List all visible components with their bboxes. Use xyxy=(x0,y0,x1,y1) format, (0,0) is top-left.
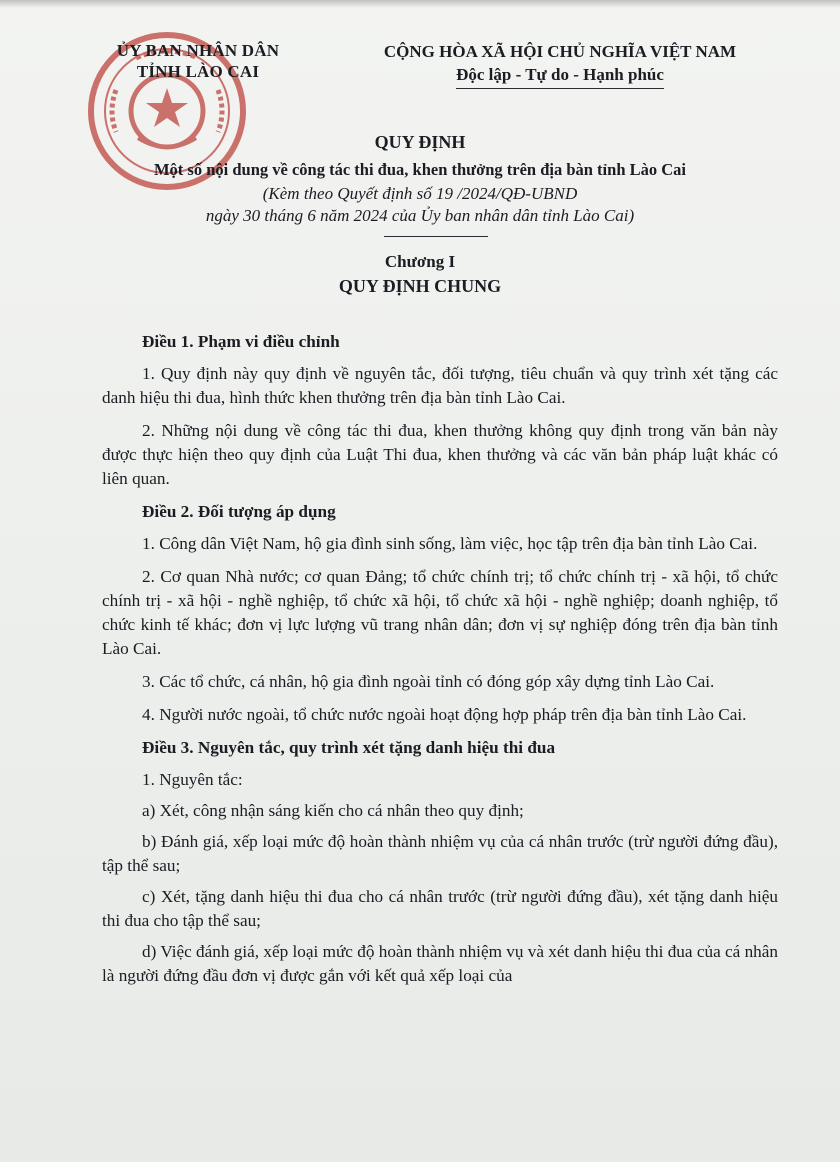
article-paragraph: 1. Công dân Việt Nam, hộ gia đình sinh sống, làm việc, học tập trên địa bàn tỉnh Lào Cai. xyxy=(142,534,758,553)
document-body xyxy=(102,330,778,995)
issuing-authority xyxy=(98,40,298,82)
article-paragraph: 3. Các tổ chức, cá nhân, hộ gia đình ngoài tỉnh có đóng góp xây dựng tỉnh Lào Cai. xyxy=(142,672,715,691)
article-2 xyxy=(102,500,778,727)
document-title: QUY ĐỊNH xyxy=(374,132,466,152)
article-paragraph: c) Xét, tặng danh hiệu thi đua cho cá nhân trước (trừ người đứng đầu), xét tặng danh hiệu thi đua cho tập thể sau; xyxy=(102,887,778,930)
article-paragraph: 1. Quy định này quy định về nguyên tắc, đối tượng, tiêu chuẩn và quy trình xét tặng các danh hiệu thi đua, hình thức khen thưởng trên địa bàn tỉnh Lào Cai. xyxy=(102,364,778,407)
decision-reference-1: (Kèm theo Quyết định số 19 /2024/QĐ-UBND xyxy=(262,184,578,203)
article-paragraph: d) Việc đánh giá, xếp loại mức độ hoàn thành nhiệm vụ và xét danh hiệu thi đua của cá nhân là người đứng đầu đơn vị được gắn với kết quả xếp loại của xyxy=(102,942,778,985)
title-divider xyxy=(384,236,488,237)
article-heading: Điều 2. Đối tượng áp dụng xyxy=(142,502,336,521)
decision-reference-2: ngày 30 tháng 6 năm 2024 của Ủy ban nhân dân tỉnh Lào Cai) xyxy=(205,206,635,225)
article-paragraph: b) Đánh giá, xếp loại mức độ hoàn thành nhiệm vụ của cá nhân trước (trừ người đứng đầu), tập thể sau; xyxy=(102,832,778,875)
article-paragraph: 1. Nguyên tắc: xyxy=(142,770,243,789)
page-edge-shadow xyxy=(0,0,840,8)
article-3 xyxy=(102,736,778,988)
article-1 xyxy=(102,330,778,491)
authority-line-2: TỈNH LÀO CAI xyxy=(136,62,260,81)
article-paragraph: 2. Những nội dung về công tác thi đua, khen thưởng không quy định trong văn bản này được thực hiện theo quy định của Luật Thi đua, khen thưởng và các văn bản pháp luật khác có liên quan. xyxy=(102,421,778,488)
article-paragraph: 4. Người nước ngoài, tổ chức nước ngoài hoạt động hợp pháp trên địa bàn tỉnh Lào Cai. xyxy=(142,705,747,724)
motto-line: Độc lập - Tự do - Hạnh phúc xyxy=(456,63,664,89)
authority-line-1: ỦY BAN NHÂN DÂN xyxy=(116,41,280,60)
national-motto xyxy=(340,40,780,89)
article-heading: Điều 1. Phạm vi điều chỉnh xyxy=(142,332,340,351)
article-paragraph: 2. Cơ quan Nhà nước; cơ quan Đảng; tổ chức chính trị; tổ chức chính trị - xã hội, tổ chức chính trị - xã hội - nghề nghiệp, tổ chức xã hội, tổ chức xã hội - nghề nghiệp; doanh nghiệp, tổ chức kinh tế khác; đơn vị lực lượng vũ trang nhân dân; đơn vị sự nghiệp đóng trên địa bàn tỉnh Lào Cai. xyxy=(102,567,778,658)
article-heading: Điều 3. Nguyên tắc, quy trình xét tặng danh hiệu thi đua xyxy=(142,738,556,757)
chapter-title: QUY ĐỊNH CHUNG xyxy=(338,276,502,296)
country-name: CỘNG HÒA XÃ HỘI CHỦ NGHĨA VIỆT NAM xyxy=(383,42,737,61)
document-subtitle: Một số nội dung về công tác thi đua, khen thưởng trên địa bàn tỉnh Lào Cai xyxy=(153,160,686,179)
chapter-label: Chương I xyxy=(384,252,456,271)
article-paragraph: a) Xét, công nhận sáng kiến cho cá nhân theo quy định; xyxy=(142,801,524,820)
